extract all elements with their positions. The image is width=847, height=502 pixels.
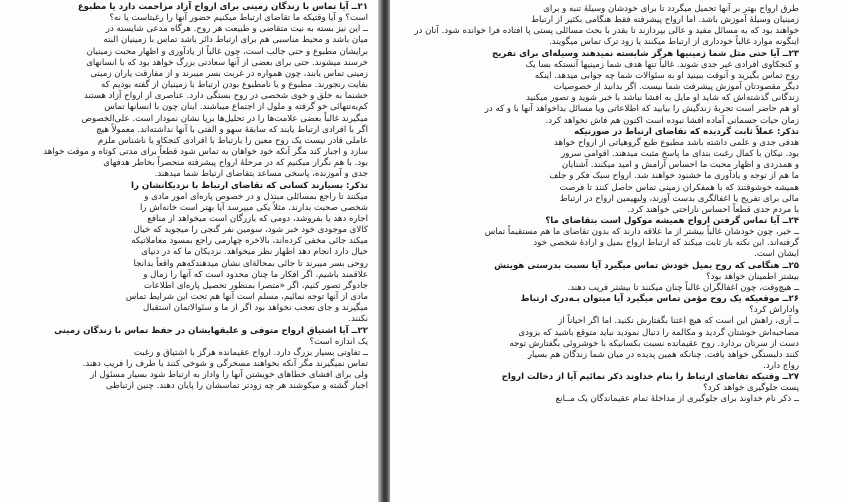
text-line: همیشه خوشوقتند که با همفکران زمینی تماس حاصل کنند تا فرصت (559, 182, 799, 193)
text-line: تذکر: عملاً ثابت گردیده که تقاضای ارتباط در صورتیکه (574, 126, 799, 137)
text-line: جدی و آموزنده، پاسخی مساعد بتقاضای ارتباط شما میدهند. (154, 169, 368, 180)
text-line: خرسند میشوند. حتی برای بعضی از آنها سعادتی بزرگ خواهد بود که با انسانهای (86, 57, 368, 68)
text-line: هدفی جدی و علمی داشته باشد مطبوع طبع گروهیاتی از ارواح خواهد (554, 137, 799, 148)
text-line: اجاره دهد یا بفروشد، دومی که بازرگان است میخواهد از منافع (147, 213, 368, 224)
text-line: دست از سرتان بردارد. روح عقیمانده نسبت بکسانیکه با خوشروئی بگفتارش توجه (509, 338, 799, 349)
text-line: و همدردی و اظهار محبت ما احساس آرامش و امید میکنند. آشنایان (561, 160, 799, 171)
text-line: ۲۴ــ آیا تماس گرفتن ارواح همیشه موکول است بتقاضای ما؟ (545, 215, 799, 226)
text-line: و کنجکاوی افرادی غیر جدی شوند. غالباً تنها هدف شما زمینیها آنستکه بسا یک (525, 59, 799, 70)
text-line: ۲۵ــ هنگامی که روح بمیل خودش تماس میگیرد آیا نسبت بدرستی هویتش (494, 260, 799, 271)
text-line: مصاحبه‌اش خوشتان گردید و مکالمه را دنبال نمودید نباید متوقع باشید که بزودی (518, 327, 799, 338)
text-line: تذکر: بسیارند کسانی که تقاضای ارتباط با نزدیکانشان را (131, 180, 368, 191)
text-line: تماس نمیگیرند مگر آنکه بخواهند مسخرگی و شوخی کنند یا طرف را فریب دهند. (82, 359, 368, 369)
text-line: دیگر مقصودتان آموزش پیشرفت شما نیست. اگر بدانید از خصوصیات (553, 82, 799, 93)
text-line: ۲۲ــ آیا اشتیاق ارواح متوفی و علیقهایشان در حفظ تماس با زندگان زمینی (54, 325, 368, 336)
text-line: ــ ذکر نام خداوند برای جلوگیری از مداخلهٔ تمام عقیماندگان یک مــانع (555, 394, 799, 405)
left-page-text (30, 2, 368, 502)
text-line: ــ این نیز بسته به نیت متقاضی و طبیعت هر روح. هرگاه مدعی شایسته در (105, 24, 368, 35)
text-line: روح تماس بگیرید و آنوقت ببینید او به سئوالات شما چه جوابی میدهد. اینکه (534, 70, 799, 81)
text-line: نکنند. (348, 314, 368, 325)
text-line: میگیرند و جای تعجب نخواهد بود اگر از ما و سئوالاتمان استقبال (143, 303, 368, 314)
text-line: میان باشد و محیط مناسبی هم برای ارتباط دائر باشد تماس با زمینیان البته (103, 35, 368, 46)
text-line: ما هم از توجه و یادآوری ما خشنود خواهند شد. ارواح سبک فکر و جلف (549, 171, 799, 182)
text-line: ــ خیر، چون خودشان غالباً بیشتر از ما علاقه دارند که بدون تقاضای ما هم مستقیماً تماس (484, 227, 799, 238)
text-line: سازد و اجبار کند مگر آنکه خود خواهان به تماس شود قطعاً برای مدتی کوتاه و موقت خواهد (43, 147, 368, 158)
text-line: مالی برای تفریح یا اغفالگری بدست آورند، ولیهیمین ارواح در ارتباط (559, 193, 799, 204)
text-line: ۲۷ــ وقتیکه تقاضای ارتباط را بنام خداوند ذکر نمائیم آیا از دخالت ارواح (501, 372, 799, 383)
text-line: یک اندازه است؟ (309, 336, 368, 347)
text-line: بفایت رنجورند. مطبوع و یا نامطبوع بودن ارتباط با زمینیان از گفته بودیم که (101, 80, 368, 91)
text-line: ولی برای افشای خطاهای خویشتن آنها را وادار به ارتباط شود بسیار مسئول از (90, 370, 368, 381)
text-line: ۲۳ــ آیا حتی مثل شما زمینیها هرگز شایسته نمیدهند وسیله‌ای برای تفریح (491, 48, 799, 59)
text-line: میکنند تا راجع بمسائلی مبتذل و در خصوص پاره‌ای امور مادی و (144, 191, 368, 202)
text-line: واداراش کرد؟ (749, 305, 799, 316)
text-line: کنند دلبستگی خواهد یافت. چنانکه همین پدیده در میان شما زندگان هم بسیار (527, 349, 799, 360)
text-line: مادی از آنها توجه نمائیم، مسلم است آنها هم تحت این شرایط تماس (125, 292, 368, 303)
text-line: عاملی قادر نیست یک روح معین را بارتباط با افرادی کنجکاو یا ناشناس ملزم (97, 135, 368, 146)
text-line: زندگانی گذشته‌اش که شاید او مایل به افشا نباشد با خبر شوید و تصور میکنید (525, 93, 799, 104)
text-line: زمینیان وسیلهٔ آموزش باشد. اما ارواح پیشرفته فقط هنگامی بکثیر از ارتباط (531, 15, 799, 26)
text-line: بود. با هم نگرار میکنیم که در مرحلهٔ ارواح پیشرفته منحصراً بخاطر هدفهای (103, 158, 368, 169)
text-line: رواج دارد. (763, 361, 799, 371)
text-line: خیال دارد انجام دهد اظهار نظر میخواهد. نزدیکان ما که در دنیای (141, 247, 368, 258)
text-line: ۲۱ــ آیا تماس با زندگان زمینی برای ارواح آزاد مزاحمت دارد یا مطبوع (77, 2, 368, 12)
text-line: زمینی تماس یابند، چون همواره در غربت بسر میبرند و از مفارقت یاران زمینی (90, 68, 368, 79)
text-line: طرق ارواح بهتر بر آنها تحمیل میگردد تا برای خودشان وسیلهٔ تنبه و برای (543, 4, 799, 14)
text-line: کم‌به‌تنهائی خو گرفته و ملول از اجتماع میباشند. اینان چون با انسانها تماس (104, 102, 368, 113)
text-line: پست جلوگیری خواهد کرد؟ (703, 383, 799, 394)
right-page (390, 0, 847, 502)
text-line: خواهند بود که به مسائل مفید و عالی بپردازند تا بقدر با بحث مسائلی پستی پا افتاده فرا خوانده شود. آنان در (414, 26, 799, 37)
left-page (0, 0, 380, 502)
text-line: علاقمند باشیم. اگر افکار ما چنان محدود است که آنها را زمال و (143, 269, 368, 280)
text-line: میکند جائی مخفی کرده‌اند، بالاخره چهارمی راجع بمسود معاملاتیکه (131, 236, 368, 247)
right-page-text (414, 4, 799, 502)
text-line: جادوگر تصور کنیم، اگر «متصرا بمنظور تحصیل پاره‌ای اطلاعات (143, 280, 368, 291)
text-line: زمان حیات جسمانی آماده افشا نبوده است اکنون هم فاش نخواهد کرد. (545, 115, 799, 126)
text-line: بیشتر اطمینان خواهد بود؟ (706, 271, 799, 282)
text-line: ایشان است. (754, 249, 799, 260)
text-line: بود. نیکان با کمال رغبت بندای ما پاسخ مثبت میدهند. اقوامی سرور (561, 149, 799, 160)
text-line: گرفته‌اند. این نکته باز ثابت میکند که ارتباط ارواح بمیل و ارادهٔ شخصی خود (533, 238, 799, 249)
text-line: برایشان مطبوع و حتی جالب است، چون غالباً از یادآوری و اظهار محبت زمینیان (86, 46, 368, 57)
text-line: است؟ و آیا وقتیکه ما تقاضای ارتباط میکنیم حضور آنها را رغبتاست یا نه؟ (109, 13, 368, 24)
text-line: با مردم جدی قطعاً احساس ناراحتی خواهند کرد. (627, 204, 799, 215)
text-line: او هم حاضر است تجربهٔ زندگیش را بیابید که اطلاعاتی ویا مسائل بداخواهد آنها با و که در (484, 104, 799, 115)
text-line: ــ تفاوتی بسیار بزرگ دارد. ارواح عقیمانده هرگز با اشتیاق و رغبت (133, 347, 368, 358)
text-line: خشنما به خلق و خوی شخصی در روح بستگی دارد. عناصری از ارواح آزاد هستند (84, 91, 368, 102)
text-line: روحی بسر میبرند تا جائی بمحالة‌ای نشان میدهندکه‌هم واقعاً بدانجا (133, 258, 368, 269)
text-line: ۲۶ــ موقعیکه یک روح مؤمن تماس میگیرد آیا میتوان بـه‌درک ارتباط (520, 294, 799, 305)
text-line: شخصی صحبت بدارند. مثلاً یکی میپرسد آیا بهتر است خانه‌اش را (140, 202, 368, 213)
text-line: ــ هیچ‌وقت، چون اغفالگران غالباً چنان میکنند تا بیشتر فریب دهند. (567, 282, 799, 293)
text-line: میگیرند غالباً بعضی علامت‌ها را در تحلیل‌ها برپا نشان نمودار است. علی‌الخصوص (81, 113, 368, 124)
text-line: ــ آری، راهش این است که هیچ اعتنا بگفتارش نکنید. اما اگر احیاناً از (558, 316, 799, 327)
text-line: کالای موجودی خود خبر شود، سومین نفر گنجی را میجوید که خیال (133, 225, 368, 236)
text-line: اجبار گشته و میکوشند هر چه زودتر تماسشان را پایان دهند. چنین ارتباطی (105, 381, 368, 392)
text-line: اینگونه موارد غالباً خودداری از ارتباط میکنند یا زود ترک تماس میگویند. (549, 37, 799, 48)
text-line: اگر با افرادی ارتباط یابند که سابقهٔ سهو و الفتی با آنها نداشته‌اند. معمولاً هیچ (96, 124, 368, 135)
